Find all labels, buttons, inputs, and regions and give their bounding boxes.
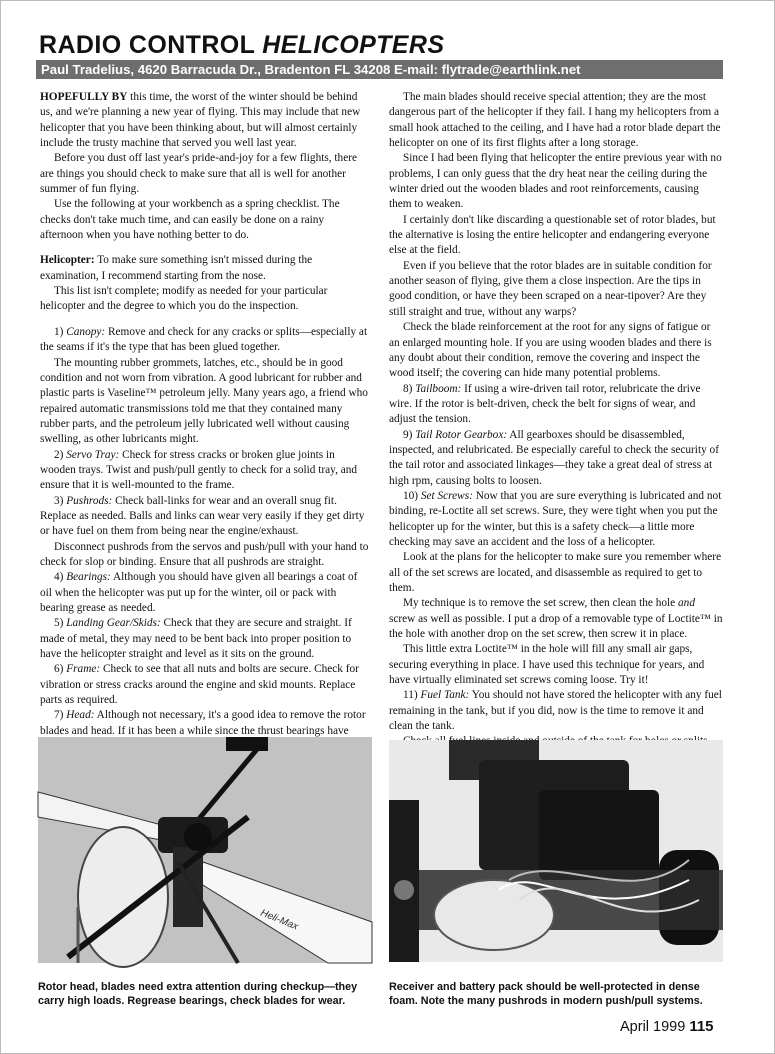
- checklist-item-set-screws: [389, 489, 723, 550]
- item-label: Head:: [66, 709, 95, 722]
- item-text: If using a wire-driven tail rotor, relubricate the drive wire. If the rotor is belt-driven, check the belt for signs of wear, and adjust the tension.: [389, 382, 701, 426]
- text-part: screw as well as possible. I put a drop of a removable type of Loctite™ in the hole with another drop on the set screw, then screw it in place.: [389, 612, 723, 641]
- item-number: 1): [54, 325, 67, 338]
- author-contact-bar: Paul Tradelius, 4620 Barracuda Dr., Bradenton FL 34208 E-mail: flytrade@earthlink.net: [36, 60, 723, 79]
- item-text: Check ball-links for wear and an overall snug fit. Replace as needed. Balls and links can wear very easily if they get dirty or have fuel on them from being near the engine/exhaust.: [40, 494, 365, 538]
- paragraph: I certainly don't like discarding a questionable set of rotor blades, but the alternative is losing the entire helicopter and endangering everyone else at the field.: [389, 213, 716, 257]
- left-text-column: [40, 90, 370, 740]
- item-number: 11): [403, 689, 421, 702]
- item-text: Check for stress cracks or broken glue joints in wooden trays. Twist and push/pull gently to check for a solid tray, and ensure that it is well-mounted to the frame.: [40, 448, 358, 492]
- item-text: Although you should have given all bearings a coat of oil when the helicopter was put up for the winter, oil or pack with bearing grease as needed.: [40, 571, 358, 614]
- rotor-head-illustration: [38, 737, 372, 963]
- text-italic: and: [678, 597, 695, 610]
- item-text: Check to see that all nuts and bolts are secure. Check for vibration or stress cracks around the engine and skid mounts. Replace parts as required.: [40, 663, 359, 707]
- paragraph: This list isn't complete; modify as needed for your particular helicopter and the degree to which you do the inspection.: [40, 285, 328, 313]
- paragraph: Use the following at your workbench as a spring checklist. The checks don't take much time, and can easily be done on a rainy afternoon when you have nothing better to do.: [40, 198, 340, 242]
- item-number: 6): [54, 663, 67, 676]
- item-label: Set Screws:: [420, 489, 473, 502]
- item-text: Although not necessary, it's a good idea to remove the rotor blades and head. If it has been a while since the thrust bearings have: [40, 709, 366, 737]
- helicopter-section: [40, 253, 370, 284]
- item-label: Fuel Tank:: [420, 689, 470, 702]
- title-plain: RADIO CONTROL: [39, 31, 255, 59]
- checklist-item-canopy: [40, 325, 370, 356]
- item-number: 5): [54, 617, 67, 630]
- paragraph: This little extra Loctite™ in the hole will fill any small air gaps, securing everything in place. I have used this technique for years, and have virtually eliminated set screws coming loose. Try it!: [389, 643, 705, 687]
- paragraph: The main blades should receive special attention; they are the most dangerous part of the helicopter if they fail. I hang my helicopters from a small hook attached to the ceiling, and I have had a rotor blade depart the helicopter on one of its first flights after a long storage.: [389, 91, 721, 150]
- section-text: To make sure something isn't missed during the examination, I recommend starting from the nose.: [40, 254, 313, 282]
- item-label: Frame:: [66, 663, 101, 676]
- title-italic: HELICOPTERS: [262, 31, 445, 59]
- item-text: Remove and check for any cracks or splits—especially at the seams if it's the type that has been glued together.: [40, 325, 368, 354]
- article-title: [39, 31, 444, 59]
- item-number: 3): [54, 494, 67, 507]
- lead-in: HOPEFULLY BY: [40, 91, 128, 103]
- paragraph: Since I had been flying that helicopter the entire previous year with no problems, I can only guess that the dry heat near the ceiling during the winter dried out the wooden blades and root reinforcements, causing them to weaken.: [389, 152, 722, 211]
- item-number: 4): [54, 571, 67, 584]
- paragraph: Even if you believe that the rotor blades are in suitable condition for another season of flying, give them a close inspection. Are the tips in good condition, or have they been scraped on a near-tipover? Are they still straight and true, without any warps?: [389, 259, 712, 318]
- item-number: 10): [403, 489, 421, 502]
- item-number: 2): [54, 448, 67, 461]
- paragraph: Look at the plans for the helicopter to make sure you remember where all of the set screws are located, and disassemble as required to get to them.: [389, 551, 722, 594]
- section-heading-helicopter: Helicopter:: [40, 254, 95, 267]
- issue-date: April 1999: [620, 1019, 686, 1035]
- item-label: Tailboom:: [415, 382, 462, 395]
- paragraph: Disconnect pushrods from the servos and push/pull with your hand to check for slop or binding. Ensure that all pushrods are straight.: [40, 540, 369, 568]
- receiver-battery-photo: [389, 740, 723, 962]
- checklist-item-frame: [40, 662, 370, 708]
- paragraph: Check the blade reinforcement at the root for any signs of fatigue or an enlarged mounting hole. If you are using wooden blades and there is any doubt about their condition, remove the covering and inspect the wood itself; the covering can hide many potential problems.: [389, 321, 712, 380]
- page-footer: [620, 1018, 714, 1035]
- paragraph: [389, 596, 723, 642]
- checklist-item-landing-gear: [40, 616, 370, 662]
- item-label: Tail Rotor Gearbox:: [415, 428, 508, 441]
- text-part: My technique is to remove the set screw, then clean the hole: [403, 597, 679, 610]
- checklist-item-pushrods: [40, 494, 370, 540]
- item-label: Servo Tray:: [66, 448, 120, 461]
- blade-label: Heli-Max: [258, 907, 300, 933]
- item-label: Canopy:: [66, 325, 106, 338]
- item-text: Now that you are sure everything is lubricated and not binding, re-Loctite all set screws. Sure, they were tight when you put the helicopter up for the winter, but this is a safety check—a little more checking may save an accident and the loss of a helicopter.: [389, 489, 722, 548]
- right-text-column: [389, 90, 723, 740]
- item-text: All gearboxes should be disassembled, inspected, and relubricated. Be especially careful to check the security of the tail rotor and associated linkages—they take a great deal of stress at high rpm, causing bolts to loosen.: [389, 428, 719, 487]
- item-label: Landing Gear/Skids:: [66, 617, 161, 630]
- item-label: Bearings:: [66, 571, 111, 584]
- rotor-head-photo: [38, 737, 372, 963]
- item-text: You should not have stored the helicopter with any fuel remaining in the tank, but if you did, now is the time to remove it and clean the tank.: [389, 689, 722, 733]
- checklist-item-fuel-tank: [389, 688, 723, 734]
- item-text: Check that they are secure and straight. If made of metal, they may need to be bent back into proper position to have the helicopter straight and level as it sits on the ground.: [40, 617, 352, 661]
- caption-rotor-head: Rotor head, blades need extra attention during checkup—they carry high loads. Regrease bearings, check blades for wear.: [38, 981, 358, 1007]
- checklist-item-tailboom: [389, 382, 723, 428]
- item-number: 8): [403, 382, 416, 395]
- page-number: 115: [689, 1018, 714, 1035]
- intro-paragraph: [40, 90, 370, 151]
- caption-receiver-pack: Receiver and battery pack should be well-protected in dense foam. Note the many pushrods in modern push/pull systems.: [389, 981, 703, 1007]
- item-label: Pushrods:: [66, 494, 113, 507]
- item-number: 7): [54, 709, 67, 722]
- intro-text: this time, the worst of the winter should be behind us, and we're planning a new year of flying. This may include that new helicopter that you have been thinking about, but will almost certainly include the trusty machine that served you well last year.: [40, 91, 361, 150]
- receiver-pack-illustration: [389, 740, 723, 962]
- checklist-item-tail-rotor-gearbox: [389, 428, 723, 489]
- item-number: 9): [403, 428, 416, 441]
- paragraph: Before you dust off last year's pride-and-joy for a few flights, there are things you should check to make sure that all is well for another summer of fun flying.: [40, 152, 357, 196]
- checklist-item-bearings: [40, 570, 370, 616]
- paragraph: The mounting rubber grommets, latches, etc., should be in good condition and not worn from vibration. A good lubricant for rubber and plastic parts is Vaseline™ petroleum jelly. Many years ago, a friend who repaired automatic transmissions told me that they contained many rubber parts, and the petroleum jelly lubricated well without causing swelling, as other lubricants might.: [40, 356, 368, 446]
- checklist-item-servo-tray: [40, 448, 370, 494]
